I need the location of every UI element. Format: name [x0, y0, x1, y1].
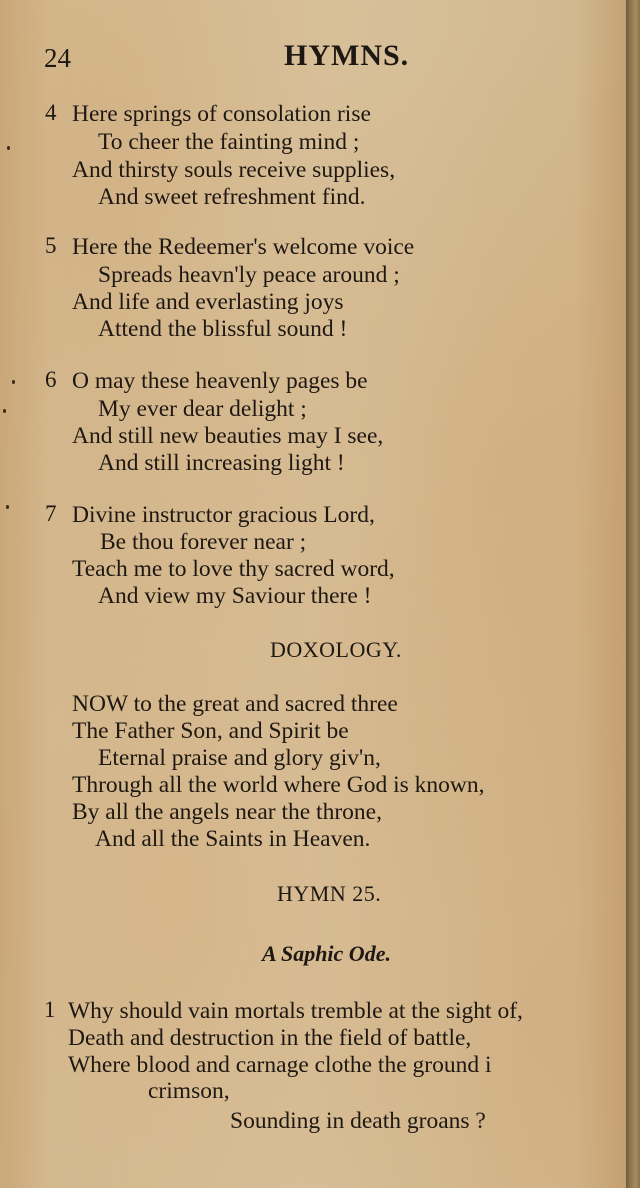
verse-line: O may these heavenly pages be: [72, 368, 368, 394]
book-edge: [626, 0, 640, 1188]
verse-line: And thirsty souls receive supplies,: [72, 157, 396, 183]
verse-line: Here springs of consolation rise: [72, 101, 371, 127]
page-speck: [12, 380, 15, 384]
doxology-line: By all the angels near the throne,: [72, 799, 382, 825]
verse-line: And still increasing light !: [98, 450, 345, 476]
verse-line: And view my Saviour there !: [98, 583, 372, 609]
hymn-subtitle: A Saphic Ode.: [262, 941, 391, 966]
page-speck: [6, 505, 9, 509]
verse-line: Why should vain mortals tremble at the sight of,: [68, 998, 523, 1024]
page-number: 24: [44, 43, 71, 73]
verse-number: 5: [45, 233, 57, 258]
verse-line: Sounding in death groans ?: [230, 1108, 486, 1134]
verse-number: 1: [44, 997, 56, 1022]
verse-line: Be thou forever near ;: [100, 529, 307, 555]
doxology-line: NOW to the great and sacred three: [72, 691, 398, 717]
verse-line: And still new beauties may I see,: [72, 423, 384, 449]
verse-number: 4: [45, 100, 57, 125]
verse-line: And life and everlasting joys: [72, 289, 344, 315]
running-title: HYMNS.: [284, 39, 410, 72]
verse-line: Where blood and carnage clothe the ground i: [68, 1052, 492, 1078]
verse-line: To cheer the fainting mind ;: [98, 129, 360, 155]
verse-line: Attend the blissful sound !: [98, 316, 348, 342]
verse-line: My ever dear delight ;: [98, 396, 307, 422]
verse-line: crimson,: [148, 1078, 230, 1104]
verse-line: Divine instructor gracious Lord,: [72, 502, 375, 528]
doxology-line: The Father Son, and Spirit be: [72, 718, 349, 744]
verse-number: 7: [45, 501, 57, 526]
doxology-line: Through all the world where God is known,: [72, 772, 485, 798]
verse-number: 6: [45, 367, 57, 392]
page-speck: [3, 409, 6, 413]
verse-line: Teach me to love thy sacred word,: [72, 556, 395, 582]
doxology-line: Eternal praise and glory giv'n,: [98, 745, 381, 771]
page-speck: [7, 146, 10, 150]
section-title-doxology: DOXOLOGY.: [270, 637, 402, 662]
verse-line: Here the Redeemer's welcome voice: [72, 234, 415, 260]
hymn-title: HYMN 25.: [277, 881, 382, 906]
verse-line: And sweet refreshment find.: [98, 184, 366, 210]
verse-line: Spreads heavn'ly peace around ;: [98, 262, 400, 288]
doxology-line: And all the Saints in Heaven.: [95, 826, 371, 852]
verse-line: Death and destruction in the field of battle,: [68, 1025, 472, 1051]
